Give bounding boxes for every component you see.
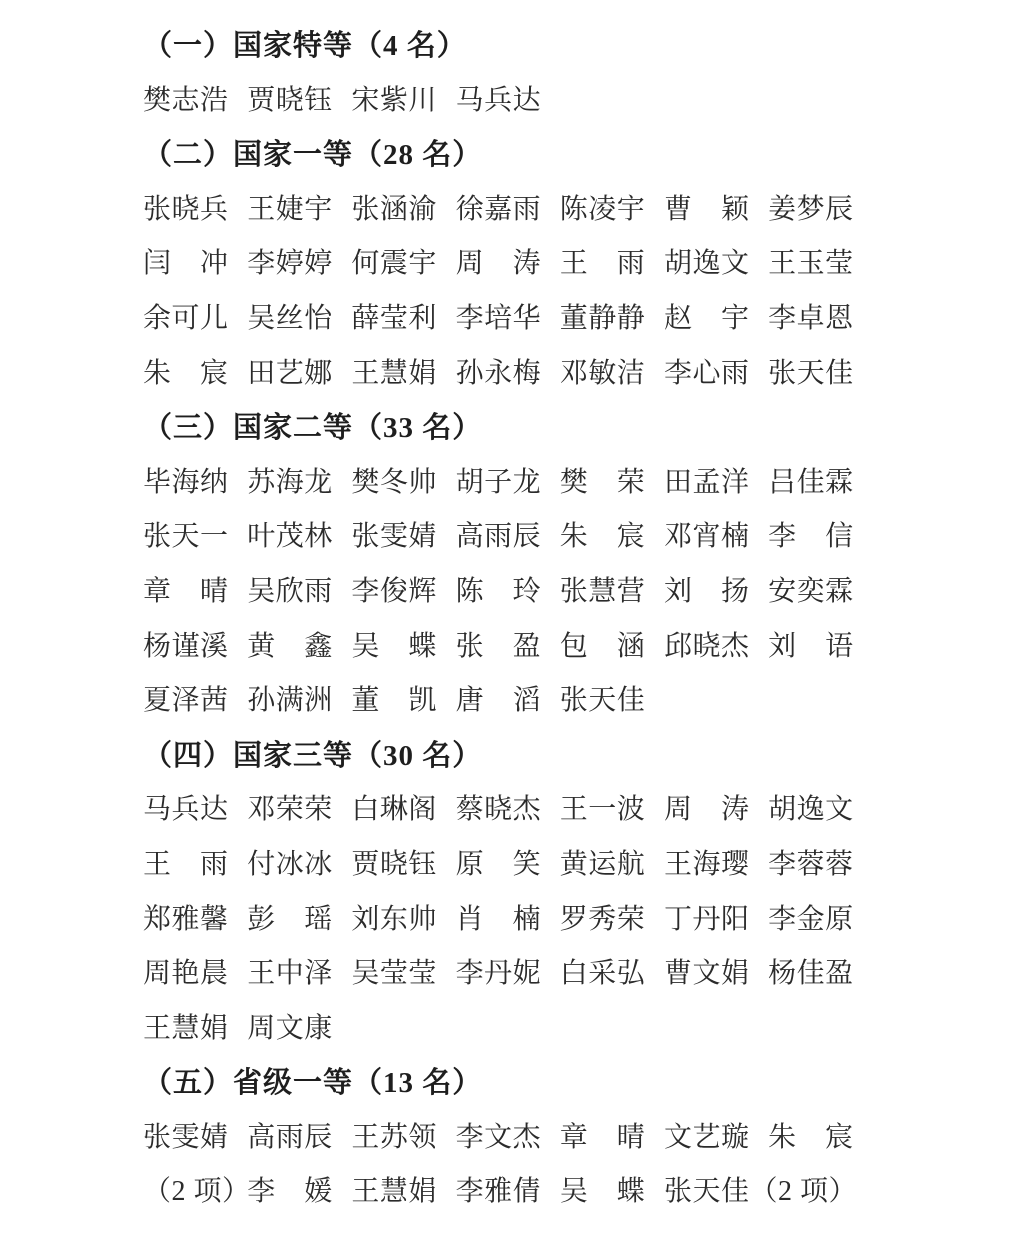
name-row [143, 1002, 964, 1057]
person-name: 田艺娜 [247, 357, 333, 389]
person-name: 王中泽 [247, 958, 333, 990]
person-name: 罗秀荣 [559, 903, 646, 935]
person-name: 田孟洋 [663, 466, 750, 498]
name-row [143, 1165, 964, 1220]
name-row [143, 74, 964, 129]
person-name: 王玉莹 [768, 248, 854, 280]
person-name: 张天佳（2 项） [663, 1176, 857, 1208]
person-name: 杨谨溪 [143, 630, 229, 662]
person-name: 丁丹阳 [663, 903, 750, 935]
person-name: 吴 蝶 [351, 630, 437, 662]
person-name: 朱 宸 [143, 357, 229, 389]
person-name: 李婷婷 [247, 248, 333, 280]
person-name: 张天佳 [559, 685, 646, 717]
person-name: 赵 宇 [663, 302, 750, 334]
person-name: 吴 蝶 [559, 1176, 646, 1208]
section-heading-4: （四）国家三等（30 名） [143, 739, 483, 772]
person-name: 胡子龙 [455, 466, 542, 498]
person-name: 张晓兵 [143, 193, 229, 225]
section-heading-1: （一）国家特等（4 名） [143, 30, 467, 62]
person-name: 王婕宇 [247, 193, 333, 225]
person-name: 吴欣雨 [247, 575, 333, 607]
person-name: 王海璎 [663, 848, 750, 880]
person-name: 王慧娟 [143, 1012, 229, 1044]
person-name: （2 项） [143, 1176, 251, 1208]
person-name: 闫 冲 [143, 248, 229, 280]
person-name: 张天佳 [768, 357, 854, 389]
person-name: 黄 鑫 [247, 630, 333, 662]
section-heading-3: （三）国家二等（33 名） [143, 412, 483, 445]
person-name: 李蓉蓉 [768, 848, 854, 880]
person-name: 张雯婧 [351, 521, 437, 553]
person-name: 樊 荣 [559, 466, 646, 498]
person-name: 彭 瑶 [247, 903, 333, 935]
person-name: 刘东帅 [351, 903, 437, 935]
name-row [143, 783, 964, 838]
person-name: 张天一 [143, 521, 229, 553]
person-name: 蔡晓杰 [455, 794, 542, 826]
person-name: 张慧营 [559, 575, 646, 607]
person-name: 王 雨 [143, 848, 229, 880]
name-row [143, 620, 964, 675]
person-name: 李卓恩 [768, 302, 854, 334]
person-name: 马兵达 [455, 84, 542, 116]
person-name: 章 晴 [143, 575, 229, 607]
person-name: 薛莹利 [351, 302, 437, 334]
name-row [143, 1111, 964, 1166]
person-name: 李心雨 [663, 357, 750, 389]
person-name: 贾晓钰 [247, 84, 333, 116]
award-sections-container [143, 19, 964, 1220]
person-name: 包 涵 [559, 630, 646, 662]
person-name: 李文杰 [455, 1121, 542, 1153]
person-name: 周 涛 [455, 248, 542, 280]
person-name: 董静静 [559, 302, 646, 334]
person-name: 余可儿 [143, 302, 229, 334]
person-name: 姜梦辰 [768, 193, 854, 225]
person-name: 朱 宸 [768, 1121, 854, 1153]
person-name: 高雨辰 [247, 1121, 333, 1153]
person-name: 苏海龙 [247, 466, 333, 498]
person-name: 宋紫川 [351, 84, 437, 116]
person-name: 付冰冰 [247, 848, 333, 880]
name-row [143, 456, 964, 511]
name-row [143, 237, 964, 292]
person-name: 邓敏洁 [559, 357, 646, 389]
person-name: 贾晓钰 [351, 848, 437, 880]
person-name: 唐 滔 [455, 685, 542, 717]
name-row [143, 565, 964, 620]
person-name: 樊志浩 [143, 84, 229, 116]
person-name: 周艳晨 [143, 958, 229, 990]
person-name: 王一波 [559, 794, 646, 826]
name-row [143, 183, 964, 238]
person-name: 李培华 [455, 302, 542, 334]
person-name: 郑雅馨 [143, 903, 229, 935]
person-name: 王慧娟 [351, 1176, 437, 1208]
section-heading-2: （二）国家一等（28 名） [143, 139, 483, 172]
person-name: 吴丝怡 [247, 302, 333, 334]
person-name: 吴莹莹 [351, 958, 437, 990]
person-name: 白采弘 [559, 958, 646, 990]
person-name: 夏泽茜 [143, 685, 229, 717]
person-name: 刘 语 [768, 630, 854, 662]
name-row [143, 838, 964, 893]
person-name: 杨佳盈 [768, 958, 854, 990]
person-name: 董 凯 [351, 685, 437, 717]
person-name: 黄运航 [559, 848, 646, 880]
person-name: 李金原 [768, 903, 854, 935]
person-name: 曹文娟 [663, 958, 750, 990]
person-name: 周 涛 [663, 794, 750, 826]
person-name: 马兵达 [143, 794, 229, 826]
person-name: 张雯婧 [143, 1121, 229, 1153]
person-name: 徐嘉雨 [455, 193, 542, 225]
person-name: 文艺璇 [663, 1121, 750, 1153]
person-name: 王慧娟 [351, 357, 437, 389]
person-name: 邓荣荣 [247, 794, 333, 826]
person-name: 白琳阁 [351, 794, 437, 826]
person-name: 李丹妮 [455, 958, 542, 990]
name-row [143, 893, 964, 948]
person-name: 高雨辰 [455, 521, 542, 553]
person-name: 毕海纳 [143, 466, 229, 498]
person-name: 邱晓杰 [663, 630, 750, 662]
person-name: 李 信 [768, 521, 854, 553]
person-name: 陈凌宇 [559, 193, 646, 225]
name-row [143, 510, 964, 565]
person-name: 张 盈 [455, 630, 542, 662]
person-name: 章 晴 [559, 1121, 646, 1153]
person-name: 李俊辉 [351, 575, 437, 607]
person-name: 朱 宸 [559, 521, 646, 553]
person-name: 何震宇 [351, 248, 437, 280]
person-name: 张涵渝 [351, 193, 437, 225]
person-name: 胡逸文 [663, 248, 750, 280]
section-heading-5: （五）省级一等（13 名） [143, 1067, 483, 1100]
person-name: 陈 玲 [455, 575, 542, 607]
person-name: 刘 扬 [663, 575, 750, 607]
person-name: 安奕霖 [768, 575, 854, 607]
person-name: 孙永梅 [455, 357, 542, 389]
name-row [143, 347, 964, 402]
person-name: 樊冬帅 [351, 466, 437, 498]
person-name: 李 媛 [247, 1176, 333, 1208]
name-row [143, 674, 964, 729]
person-name: 曹 颖 [663, 193, 750, 225]
name-row [143, 947, 964, 1002]
person-name: 王 雨 [559, 248, 646, 280]
person-name: 吕佳霖 [768, 466, 854, 498]
person-name: 李雅倩 [455, 1176, 542, 1208]
person-name: 叶茂林 [247, 521, 333, 553]
person-name: 王苏领 [351, 1121, 437, 1153]
person-name: 孙满洲 [247, 685, 333, 717]
person-name: 肖 楠 [455, 903, 542, 935]
name-row [143, 292, 964, 347]
person-name: 邓宵楠 [663, 521, 750, 553]
person-name: 原 笑 [455, 848, 542, 880]
person-name: 周文康 [247, 1012, 333, 1044]
person-name: 胡逸文 [768, 794, 854, 826]
